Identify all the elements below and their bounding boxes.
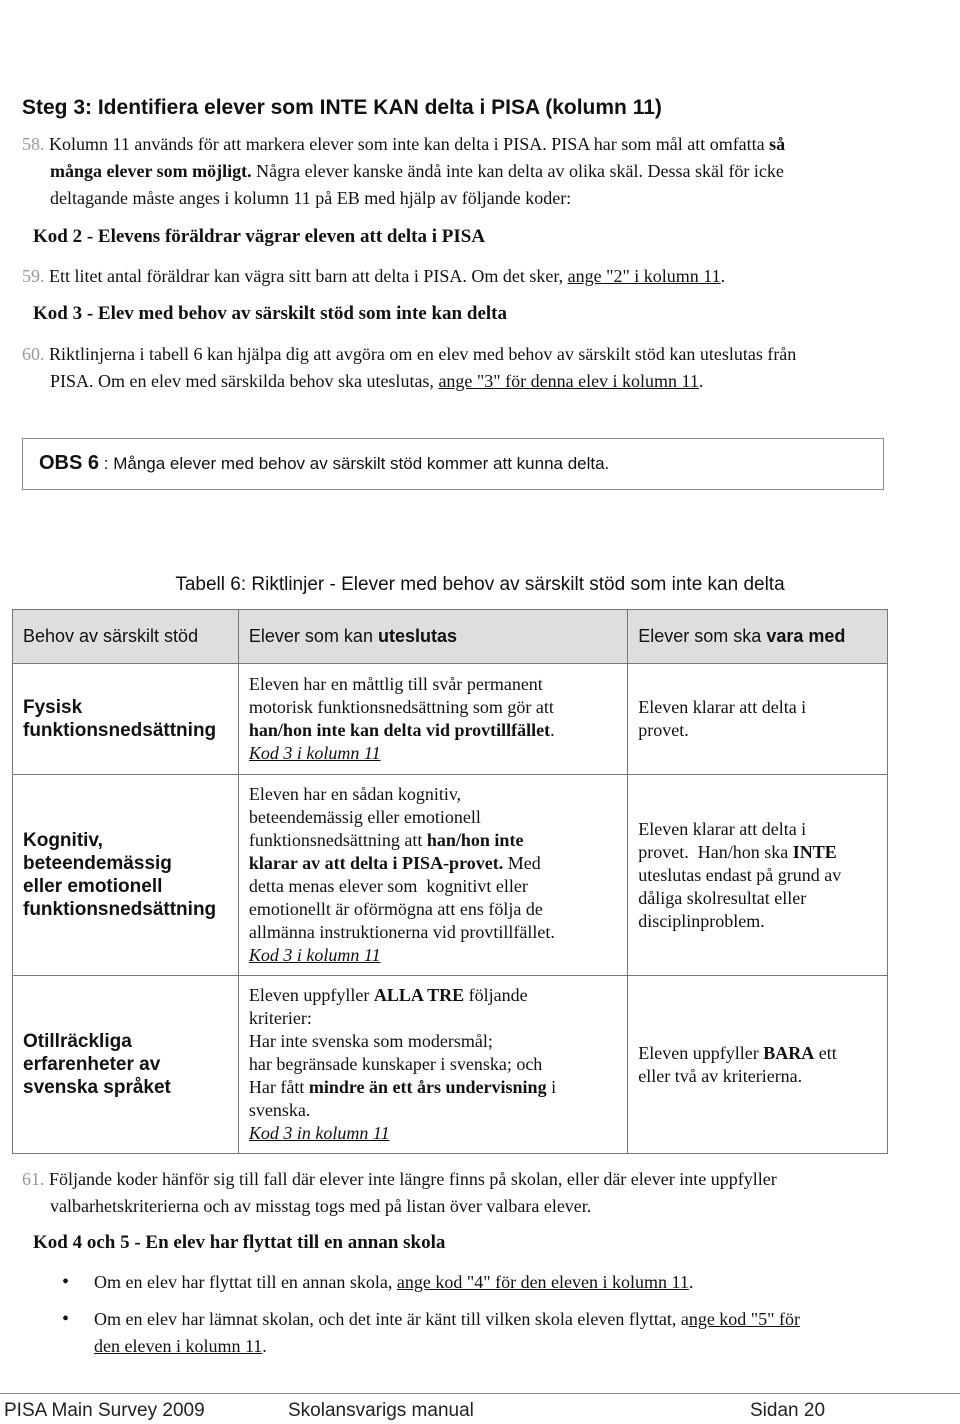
kod2-heading: Kod 2 - Elevens föräldrar vägrar eleven att delta i PISA (33, 226, 486, 247)
code-reference: Kod 3 i kolumn 11 (248, 945, 381, 965)
code-reference: Kod 3 i kolumn 11 (248, 743, 381, 763)
kod3-heading: Kod 3 - Elev med behov av särskilt stöd som inte kan delta (33, 303, 507, 324)
paragraph-58: 58. Kolumn 11 används för att markera elever som inte kan delta i PISA. PISA har som mål att omfatta så många elever som möjligt. Några elever kanske ändå inte kan delta av olika skäl. Dessa skäl för icke deltagande måste anges i kolumn 11 på EB med hjälp av följande koder: (22, 134, 786, 208)
table-row (13, 664, 888, 775)
footer-center: Skolansvarigs manual (288, 1400, 474, 1421)
table-header-row (13, 610, 888, 664)
obs-note: OBS 6 : Många elever med behov av särskilt stöd kommer att kunna delta. (39, 452, 610, 474)
guideline-table (12, 609, 888, 1154)
exclude-cell: Eleven har en måttlig till svår permanent motorisk funktionsnedsättning som gör att han/hon inte kan delta vid provtillfället. Kod 3 i kolumn 11 (238, 664, 627, 775)
section-heading-step3: Steg 3: Identifiera elever som INTE KAN delta i PISA (kolumn 11) (22, 96, 662, 119)
category-cell: Fysisk funktionsnedsättning (13, 664, 239, 775)
table-row (13, 775, 888, 976)
bullet-icon: • (62, 1271, 70, 1293)
paragraph-59: 59. Ett litet antal föräldrar kan vägra sitt barn att delta i PISA. Om det sker, ange "2" i kolumn 11. (22, 266, 726, 286)
footer-page-number: Sidan 20 (750, 1400, 826, 1421)
exclude-cell: Eleven har en sådan kognitiv, beteendemässig eller emotionell funktionsnedsättning att han/hon inte klarar av att delta i PISA-provet. Med detta menas elever som kognitivt eller emotionellt är oförmögna att ens följa de allmänna instruktionerna vid provtillfället. Kod 3 i kolumn 11 (238, 775, 627, 976)
header-excluded: Elever som kan uteslutas (238, 610, 627, 664)
footer-left: PISA Main Survey 2009 (4, 1400, 205, 1421)
paragraph-60: 60. Riktlinjerna i tabell 6 kan hjälpa dig att avgöra om en elev med behov av särskilt stöd kan uteslutas från PISA. Om en elev med särskilda behov ska uteslutas, ange "3" för denna elev i kolumn 11. (22, 344, 797, 391)
bullet-item: • Om en elev har lämnat skolan, och det inte är känt till vilken skola eleven flyttat, ange kod "5" för den eleven i kolumn 11. (62, 1308, 800, 1356)
bullet-icon: • (62, 1308, 70, 1330)
paragraph-61: 61. Följande koder hänför sig till fall där elever inte längre finns på skolan, eller där elever inte uppfyller valbarhetskriterierna och av misstag togs med på listan över valbara elever. (22, 1169, 777, 1216)
exclude-cell: Eleven uppfyller ALLA TRE följande kriterier: Har inte svenska som modersmål; har begränsade kunskaper i svenska; och Har fått mindre än ett års undervisning i svenska. Kod 3 in kolumn 11 (238, 976, 627, 1154)
header-included: Elever som ska vara med (628, 610, 888, 664)
footer-divider (0, 1393, 960, 1394)
category-cell: Otillräckliga erfarenheter av svenska språket (13, 976, 239, 1154)
bullet-item: • Om en elev har flyttat till en annan skola, ange kod "4" för den eleven i kolumn 11. (62, 1269, 661, 1296)
include-cell: Eleven uppfyller BARA ett eller två av kriterierna. (628, 976, 888, 1154)
kod45-heading: Kod 4 och 5 - En elev har flyttat till en annan skola (33, 1232, 446, 1253)
category-cell: Kognitiv, beteendemässig eller emotionell funktionsnedsättning (13, 775, 239, 976)
include-cell: Eleven klarar att delta i provet. (628, 664, 888, 775)
table-row (13, 976, 888, 1154)
paragraph-number: 58. (22, 134, 45, 154)
code-reference: Kod 3 in kolumn 11 (248, 1123, 390, 1143)
header-need: Behov av särskilt stöd (13, 610, 239, 664)
obs-label: OBS 6 (39, 452, 100, 474)
include-cell: Eleven klarar att delta i provet. Han/hon ska INTE uteslutas endast på grund av dåliga skolresultat eller disciplinproblem. (628, 775, 888, 976)
table-title: Tabell 6: Riktlinjer - Elever med behov av särskilt stöd som inte kan delta (175, 574, 785, 595)
obs-note-box (22, 438, 884, 490)
